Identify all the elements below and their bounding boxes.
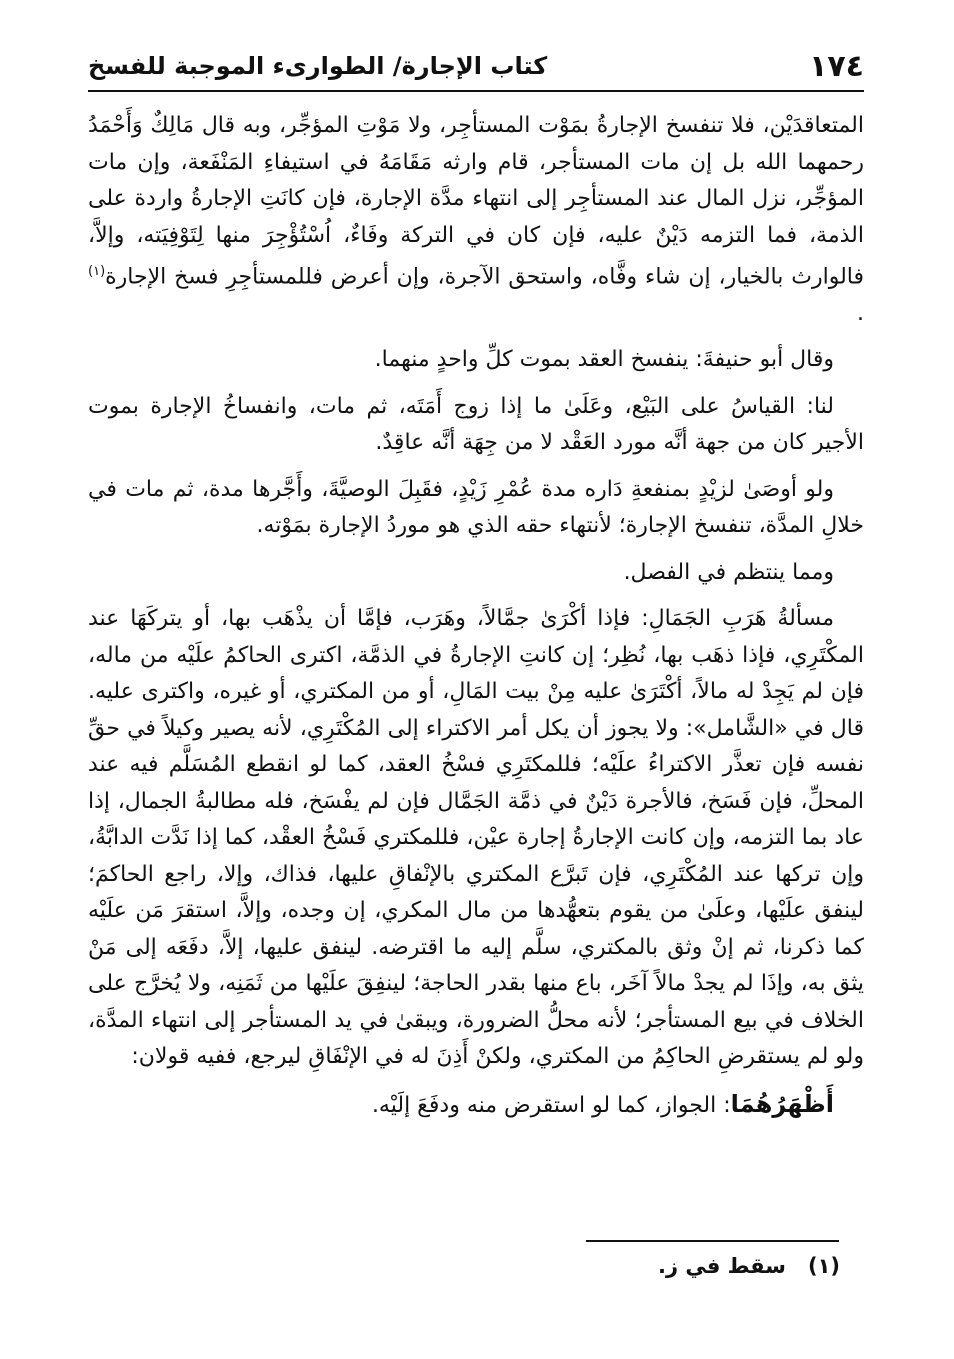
paragraph-end: .: [857, 300, 864, 326]
footnote-text: سقط في ز.: [658, 1254, 786, 1278]
running-title: كتاب الإجارة/ الطوارىء الموجبة للفسخ: [88, 52, 548, 80]
footnote: [560, 1254, 840, 1278]
page-header: [88, 42, 864, 92]
footnote-divider: [586, 1240, 839, 1242]
footnote-reference: (١): [88, 264, 106, 279]
paragraph-6: [88, 601, 864, 1076]
paragraph-text: المتعاقدَيْن، فلا تنفسخ الإجارةُ بمَوْت المستأجِر، ولا مَوْتِ المؤجِّر، وبه قال مَالِكٌ وَأَحْمَدُ رحمهما الله بل إن مات المستأجر، قام وارثه مَقَامَهُ في استيفاءِ المَنْفَعة، وإن مات المؤجِّر، نزل المال عند المستأجِر إلى انتهاء مدَّة الإجارة، فإن كانَتِ الإجارةُ واردة على الذمة، فما التزمه دَيْنٌ عليه، فإن كان في التركة وفَاءٌ، اُسْتُؤْجِرَ منها لِتَوْفِيَته، وإلاَّ، فالوارث بالخيار، إن شاء وفَّاه، واستحق الآجرة، وإن أعرض فللمستأجِرِ فسخ الإجارة: [88, 113, 864, 290]
bold-term: أَظْهَرُهُمَا: [730, 1089, 834, 1118]
main-text: [88, 108, 864, 1134]
page-number: ١٧٤: [809, 48, 864, 84]
paragraph-3: [88, 389, 864, 462]
paragraph-text: مسألةُ هَرَبِ الجَمَالِ: فإذا أكْرَىٰ جمَّالاً، وهَرَب، فإمَّا أن يذْهَب بها، أو يتركَهَا عند المكْتَرِي، فإذا ذهَب بها، نُظِر؛ إن كانتِ الإجارةُ في الذمَّة، اكترى الحاكمُ علَيْه من ماله، فإن لم يَجِدْ له مالاً، أكْتَرَىٰ عليه مِنْ بيت المَالِ، أو من المكتري، أو غيره، واكترى عليه. قال في «الشَّامل»: ولا يجوز أن يكل أمر الاكتراء إلى المُكْتَرِي، لأنه يصير وكيلاً في حقِّ نفسه فإن تعذَّر الاكتراءُ علَيْه؛ فللمكتَرِي فسْخُ العقد، كما لو انقطع المُسَلَّم فيه عند المحلِّ، فإن فَسَخ، فالأجرة دَيْنٌ في ذمَّة الجَمَّال فإن لم يفْسَخ، فله مطالبةُ الجمال، إذا عاد بما التزمه، وإن كانت الإجارةُ إجارة عيْن، فللمكتري فَسْخُ العقْد، كما إذا نَدَّت الدابَّةُ، وإن تركها عند المُكْتَرِي، فإن تَبرَّع المكتري بالإنْفاقِ عليها، فذاك، وإلا، راجع الحاكمَ؛ لينفق علَيْها، وعلَىٰ من يقوم بتعهُّدها من مال المكري، إن وجده، وإلاَّ، استقرَ مَن علَيْه كما ذكرنا، ثم إنْ وثق بالمكتري، سلَّم إليه ما اقترضه. لينفق عليها، إلاَّ، دفَعَه إلى مَنْ يثق به، وإذَا لم يجدْ مالاً آخَر، باع منها بقدر الحاجة؛ لينفِقَ علَيْها من ثَمَنِه، ولا يُخرَّج على الخلاف في بيع المستأجر؛ لأنه محلُّ الضرورة، ويبقىٰ في يد المستأجر إلى انتهاء المدَّة، ولو لم يستقرضِ الحاكِمُ من المكتري، ولكنْ أَذِنَ له في الإنْفَاقِ ليرجع، ففيه قولان:: [88, 606, 864, 1070]
paragraph-2: [88, 342, 864, 379]
paragraph-text: لنا: القياسُ على البَيْع، وعَلَىٰ ما إذا زوج أَمَتَه، ثم مات، وانفساخُ الإجارة بموت الأجير كان من جهة أنَّه مورد العَقْد لا من جِهَة أنَّه عاقِدٌ.: [88, 393, 864, 456]
paragraph-text: ولو أوصَىٰ لزيْدٍ بمنفعةِ دَاره مدة عُمْرِ زَيْدٍ، فقَبِلَ الوصيَّةَ، وأَجَّرها مدة، ثم مات في خلالِ المدَّة، تنفسخ الإجارة؛ لأنتهاء حقه الذي هو موردُ الإجارة بمَوْته.: [88, 476, 864, 539]
paragraph-4: [88, 472, 864, 545]
paragraph-1: [88, 108, 864, 332]
paragraph-text: وقال أبو حنيفةَ: ينفسخ العقد بموت كلِّ واحدٍ منهما.: [374, 347, 834, 373]
paragraph-7: [88, 1086, 864, 1125]
footnote-marker: (١): [807, 1254, 840, 1278]
paragraph-text: : الجواز، كما لو استقرض منه ودفَعَ إلَيْه.: [371, 1092, 731, 1118]
paragraph-5: [88, 555, 864, 592]
paragraph-text: ومما ينتظم في الفصل.: [623, 559, 834, 585]
